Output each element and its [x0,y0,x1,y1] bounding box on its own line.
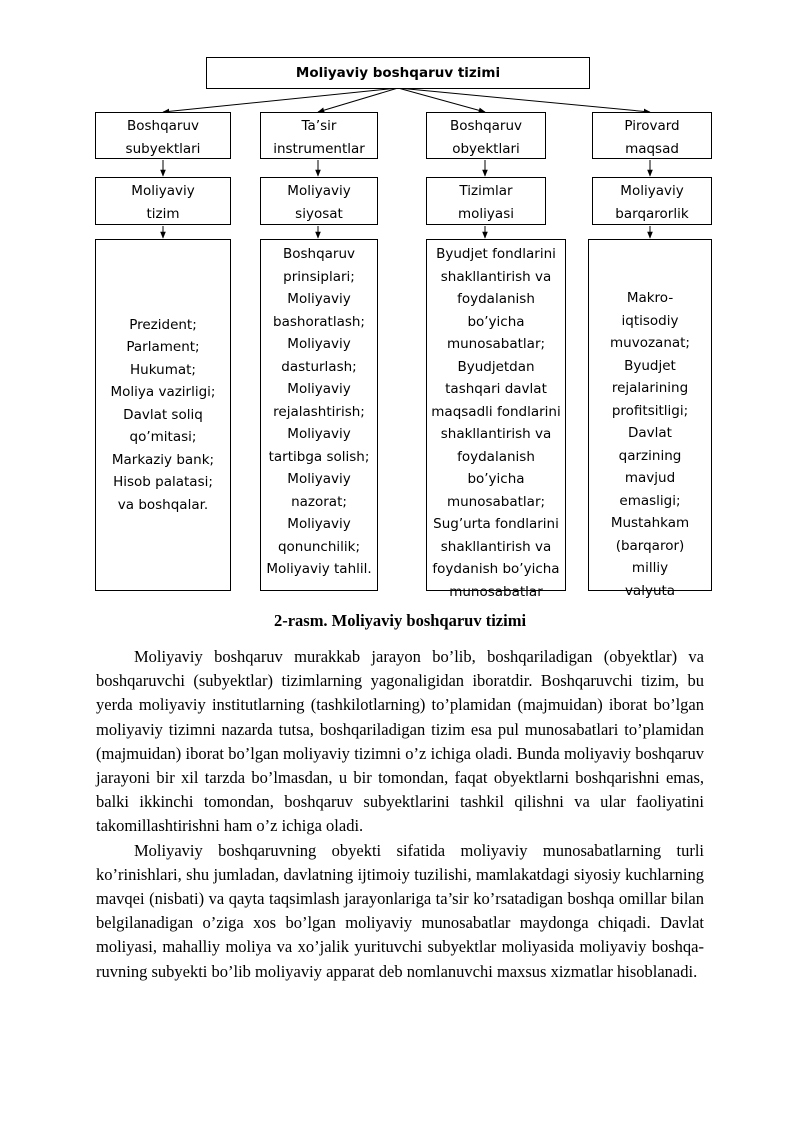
col3-header-line2: obyektlari [452,140,520,157]
col1-middle-line1: Moliyaviy [131,183,195,199]
col4-item: Byudjet [624,357,676,374]
col4-item: Mustahkam [610,515,690,531]
col2-header-box [260,112,378,159]
col1-item: Parlament; [126,339,200,356]
col1-middle-line2: tizim [146,205,180,222]
col4-item: mavjud [624,470,676,486]
col2-item: qonunchilik; [277,538,361,555]
col3-item: tashqari davlat [445,381,547,397]
col3-header-line1: Boshqaruv [449,118,523,134]
col3-item: shakllantirish va [440,268,552,285]
col4-item: profitsitligi; [611,402,689,419]
col4-header-line2: maqsad [625,140,679,157]
col2-item: Boshqaruv [282,246,356,262]
body-text [96,645,704,984]
col1-item: Hisob palatasi; [113,474,213,491]
col4-item: rejalarining [611,380,689,396]
col3-item: Byudjetdan [457,358,535,375]
arrow-title-to-col1 [163,88,398,112]
col3-item: Byudjet fondlarini [436,246,556,262]
col2-middle-line2: siyosat [295,205,343,222]
arrow-title-to-col3 [398,88,485,112]
col3-item: foydalanish [457,448,535,465]
col2-middle-line1: Moliyaviy [287,183,351,199]
diagram-title: Moliyaviy boshqaruv tizimi [295,65,501,81]
col1-header-line1: Boshqaruv [126,118,200,134]
col2-item: Moliyaviy [287,336,351,352]
col1-item: va boshqalar. [117,496,209,513]
col1-item: Davlat soliq [123,406,203,423]
col2-item: Moliyaviy [287,471,351,487]
col2-header-line1: Ta’sir [301,118,337,134]
arrow-title-to-col4 [398,88,650,112]
col2-middle-box [260,177,378,225]
col2-item: bashoratlash; [273,313,365,330]
diagram-title-box [206,57,590,89]
col3-item: shakllantirish va [440,426,552,442]
col3-item: foydalanish [457,291,535,307]
col3-item: foydanish bo’yicha [432,561,560,577]
col3-item: bo’yicha [467,471,525,487]
col3-list-box [426,239,566,600]
col4-item: emasligi; [619,492,681,509]
col1-list-box [95,239,231,591]
col2-item: Moliyaviy tahlil. [266,561,372,577]
paragraph: Moliyaviy boshqaruvning obyekti sifatida moliyaviy munosabatlarning turli ko’rinishlari, shu jumladan, davlatning ijtimoiy tuzilishi, mamlakatdagi siyosiy kuchlarning mavqei (nisbati) va qayta taqsimlash jarayonlariga ta’sir ko’rsatadigan boshqa omillar bilan belgilanadigan o’ziga xos bo’lgan moliyaviy munosabatlar maydonga chiqadi. Davlat moliyasi, mahalliy moliya va xo’jalik yurituvchi subyektlar moliyasida moliyaviy boshqa-ruvning subyekti bo’lib moliyaviy apparat deb nomlanuvchi maxsus xizmatlar hisoblanadi. [96,840,704,981]
col3-item: maqsadli fondlarini [431,403,561,420]
figure-caption: 2-rasm. Moliyaviy boshqaruv tizimi [273,611,527,630]
col2-header-line2: instrumentlar [273,140,365,157]
col3-item: bo’yicha [467,313,525,330]
col4-item: qarzining [618,447,682,464]
col3-item: munosabatlar; [446,336,546,352]
col3-item: munosabatlar [449,583,543,600]
col3-middle-line1: Tizimlar [459,183,513,199]
col3-middle-box [426,177,546,225]
col2-list-box [260,239,378,591]
col4-middle-line1: Moliyaviy [620,183,684,199]
col2-item: prinsiplari; [283,268,355,285]
col1-item: Markaziy bank; [111,451,215,468]
col3-item: munosabatlar; [446,493,546,510]
col1-item: Moliya vazirligi; [110,384,216,401]
col1-item: qo’mitasi; [129,429,197,446]
col2-item: tartibga solish; [268,448,370,465]
col4-item: Davlat [628,425,672,441]
col4-item: muvozanat; [610,335,690,351]
col2-item: rejalashtirish; [273,403,365,420]
col3-item: Sug’urta fondlarini [433,516,559,532]
col1-middle-box [95,177,231,225]
col2-item: Moliyaviy [287,516,351,532]
col2-item: Moliyaviy [287,426,351,442]
col4-header-box [592,112,712,159]
col1-item: Prezident; [129,316,197,333]
col1-header-line2: subyektlari [125,140,201,157]
col2-item: Moliyaviy [287,291,351,307]
col2-item: dasturlash; [281,358,357,375]
col2-item: Moliyaviy [287,381,351,397]
col1-header-box [95,112,231,159]
col3-header-box [426,112,546,159]
col4-list-box [588,239,712,599]
col4-item: Makro- [626,290,674,306]
col2-item: nazorat; [291,493,347,510]
col4-middle-line2: barqarorlik [615,205,689,222]
col4-middle-box [592,177,712,225]
col4-item: iqtisodiy [621,312,679,329]
col4-header-line1: Pirovard [624,118,680,134]
col4-item: (barqaror) [615,537,685,554]
col3-middle-line2: moliyasi [458,205,514,222]
col4-item: milliy [631,560,669,576]
paragraph: Moliyaviy boshqaruv murakkab jarayon bo’lib, boshqariladigan (obyektlar) va boshqaruvchi (subyektlar) tizimlarning yagonaligidan iboratdir. Boshqaruvchi tizim, bu yerda moliyaviy institutlarning (tashkilotlarning) to’plamidan (majmuidan) iborat bo’lgan moliyaviy tizimni nazarda tutsa, boshqariladigan tizim esa pul munosabatlari to’plamidan (majmuidan) iborat bo’lgan moliyaviy tizimni o’z ichiga oladi. Bunda moliyaviy boshqaruv jarayoni bir xil tarzda bo’lmasdan, u bir tomondan, faqat obyektlarni boshqarishni emas, balki ikkinchi tomondan, boshqaruv subyektlarini tashkil qilishni va ular faoliyatini takomillashtirishni ham o’z ichiga oladi. [96,647,704,836]
col4-item: valyuta [624,582,676,599]
col3-item: shakllantirish va [440,538,552,555]
col1-item: Hukumat; [130,361,196,378]
